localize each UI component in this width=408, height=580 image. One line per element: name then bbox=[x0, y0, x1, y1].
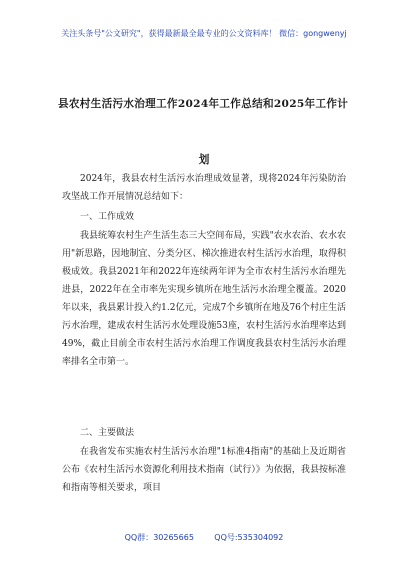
results-paragraph: 我县统筹农村生产生活生态三大空间布局，实践"农水农治、农水农用"新思路，因地制宜、分类分区、梯次推进农村生活污水治理，取得积极成效。我县2021年和2022年连续两年评为全市农村生活污水治理先进县，2022年在全市率先实现乡镇所在地生活污水治理全覆盖。2020年以来，我县累计投入约1.2亿元，完成7个乡镇所在地及76个村庄生活污水治理，建成农村生活污水处理设施53座，农村生活污水治理率达到49%，截止目前全市农村生活污水治理工作调度我县农村生活污水治理率排名全市第一。 bbox=[62, 231, 346, 367]
section-heading-results: 一、工作成效 bbox=[80, 212, 135, 222]
qq-group: QQ群：30265665 bbox=[124, 533, 194, 542]
practices-paragraph: 在我省发布实施农村生活污水治理"1标准4指南"的基础上及近期省公布《农村生活污水资源化利用技术指南（试行）》为依据，我县按标准和指南等相关要求，项目 bbox=[62, 447, 346, 493]
document-title: 县农村生活污水治理工作2024年工作总结和2025年工作计 bbox=[58, 98, 349, 110]
section-heading-practices: 二、主要做法 bbox=[80, 428, 135, 438]
intro-paragraph: 2024年，我县农村生活污水治理成效显著，现将2024年污染防治攻坚战工作开展情况总结如下： bbox=[62, 174, 346, 202]
header-banner: 关注头条号"公文研究"，获得最新最全最专业的公文资料库！ 微信：gongwenyj bbox=[61, 29, 347, 38]
qq-number: QQ号:535304092 bbox=[214, 533, 284, 542]
footer-contacts bbox=[0, 532, 408, 543]
document-title-continued: 划 bbox=[198, 154, 210, 166]
